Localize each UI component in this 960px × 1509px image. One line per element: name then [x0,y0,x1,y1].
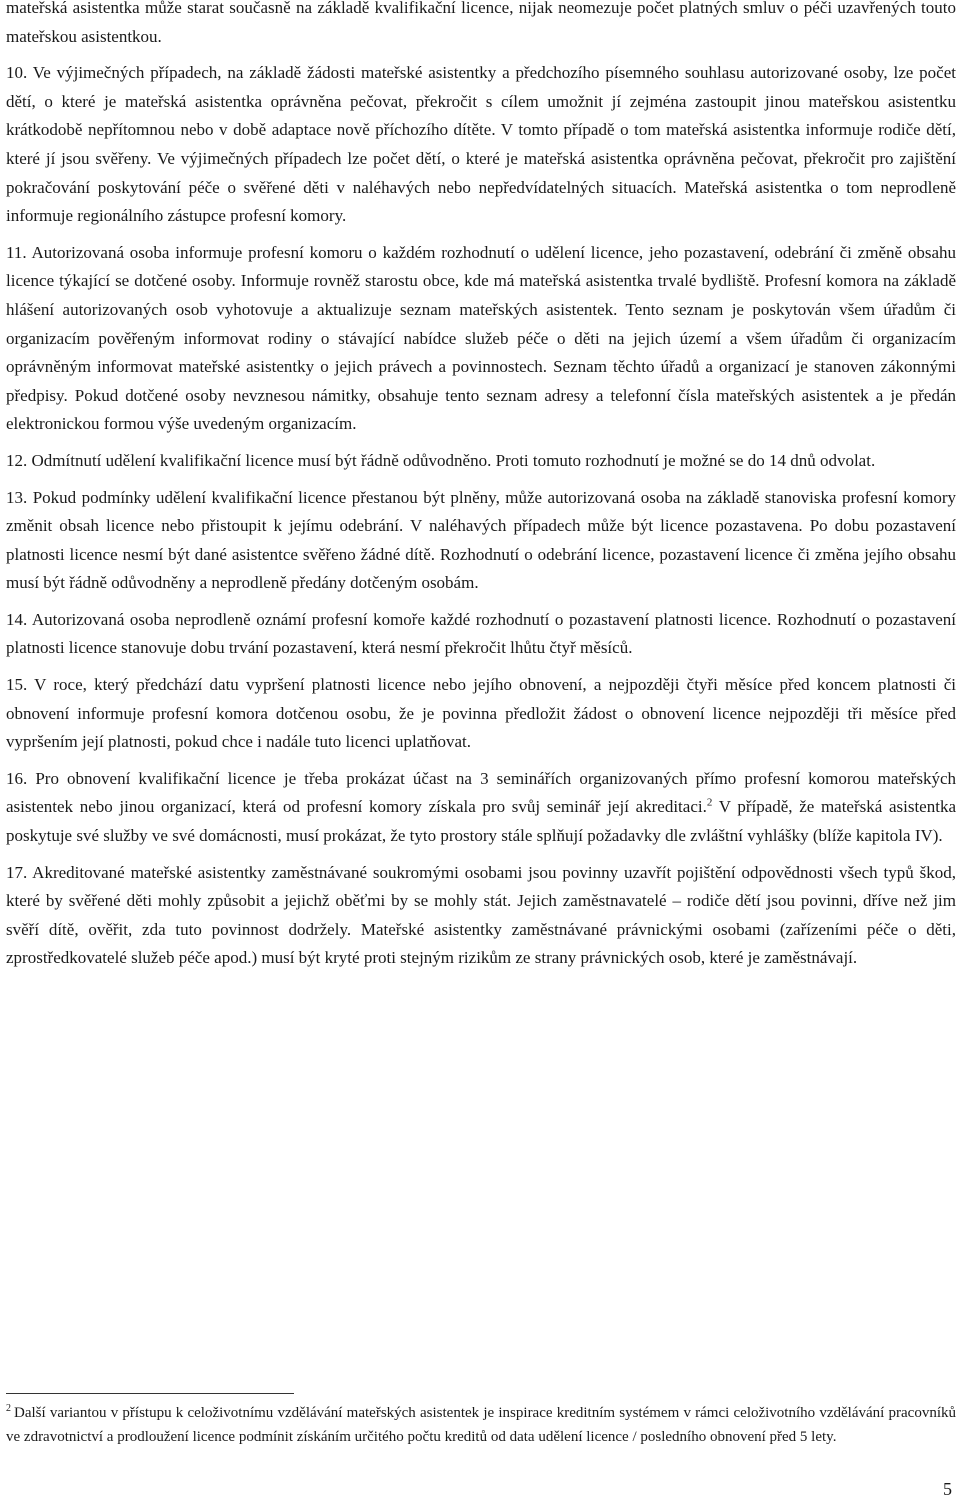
paragraph-14: 14. Autorizovaná osoba neprodleně oznámí profesní komoře každé rozhodnutí o pozastavení platnosti licence. Rozhodnutí o pozastavení platnosti licence stanovuje dobu trvání pozastavení, která nesmí překročit lhůtu čtyř měsíců. [6,609,956,658]
paragraph-continuation: mateřská asistentka může starat současně na základě kvalifikační licence, nijak neomezuje počet platných smluv o péči uzavřených touto mateřskou asistentkou. [6,0,956,46]
footnote-reference[interactable]: 2 [706,796,713,809]
document-page [6,0,956,973]
footnote-text: Další variantou v přístupu k celoživotnímu vzdělávání mateřských asistentek je inspirace kreditním systémem v rámci celoživotního vzdělávání pracovníků ve zdravotnictví a prodloužení licence podmínit získáním určitého počtu kreditů od data udělení licence / posledního obnovení před 5 lety. [6,1405,956,1445]
paragraph-16-text-before: 16. Pro obnovení kvalifikační licence je třeba prokázat účast na 3 seminářích organizovaných přímo profesní komorou mateřských asistentek nebo jinou organizací, která od profesní komory získala pro svůj seminář její akreditaci. [6,768,956,817]
footnote [6,1402,956,1449]
footnotes-section [6,1402,956,1449]
paragraph-11: 11. Autorizovaná osoba informuje profesní komoru o každém rozhodnutí o udělení licence, jeho pozastavení, odebrání či změně obsahu licence týkající se dotčené osoby. Informuje rovněž starostu obce, kde má mateřská asistentka trvalé bydliště. Profesní komora na základě hlášení autorizovaných osob vyhotovuje a aktualizuje seznam mateřských asistentek. Tento seznam je poskytován všem úřadům či organizacím pověřeným informovat rodiny o stávající nabídce služeb péče o děti na jejich území a všem úřadům či organizacím oprávněným informovat mateřské asistentky o jejich právech a povinnostech. Seznam těchto úřadů a organizací je stanoven zákonnými předpisy. Pokud dotčené osoby nevznesou námitky, obsahuje tento seznam adresy a telefonní čísla mateřských asistentek a je předán elektronickou formou výše uvedeným organizacím. [6,242,956,434]
paragraph-15: 15. V roce, který předchází datu vypršení platnosti licence nebo jejího obnovení, a nejpozději čtyři měsíce před koncem platnosti či obnovení informuje profesní komora dotčenou osobu, že je povinna předložit žádost o obnovení licence nejpozději tři měsíce před vypršením její platnosti, pokud chce i nadále tuto licenci uplatňovat. [6,675,956,752]
paragraph-13: 13. Pokud podmínky udělení kvalifikační licence přestanou být plněny, může autorizovaná osoba na základě stanoviska profesní komory změnit obsah licence nebo přistoupit k jejímu odebrání. V naléhavých případech může být licence pozastavena. Po dobu pozastavení platnosti licence nesmí být dané asistentce svěřeno žádné dítě. Rozhodnutí o odebrání licence, pozastavení licence či změna jejího obsahu musí být řádně odůvodněny a neprodleně předány dotčeným osobám. [6,487,956,593]
footnote-divider [6,1393,294,1394]
page-number: 5 [943,1479,952,1499]
footnote-number: 2 [6,1403,11,1414]
paragraph-10: 10. Ve výjimečných případech, na základě žádosti mateřské asistentky a předchozího písemného souhlasu autorizované osoby, lze počet dětí, o které je mateřská asistentka oprávněna pečovat, překročit s cílem umožnit jí zejména zastoupit jinou mateřskou asistentku krátkodobě nepřítomnou nebo v době adaptace nově příchozího dítěte. V tomto případě o tom mateřská asistentka informuje rodiče dětí, které jí jsou svěřeny. Ve výjimečných případech lze počet dětí, o které je mateřská asistentka oprávněna pečovat, překročit pro zajištění pokračování poskytování péče o svěřené děti v naléhavých nebo nepředvídatelných situacích. Mateřská asistentka o tom neprodleně informuje regionálního zástupce profesní komory. [6,63,956,226]
paragraph-16-text-after: V případě, že mateřská asistentka poskytuje své služby ve své domácnosti, musí prokázat, že tyto prostory stále splňují požadavky dle zvláštní vyhlášky (blíže kapitola IV). [6,797,956,846]
paragraph-16 [6,765,956,851]
paragraph-12: 12. Odmítnutí udělení kvalifikační licence musí být řádně odůvodněno. Proti tomuto rozhodnutí je možné se do 14 dnů odvolat. [6,450,876,470]
paragraph-17: 17. Akreditované mateřské asistentky zaměstnávané soukromými osobami jsou povinny uzavřít pojištění odpovědnosti všech typů škod, které by svěřené děti mohly způsobit a jejichž oběťmi by se mohly stát. Jejich zaměstnavatelé – rodiče dětí jsou povinni, dříve než jim svěří dítě, ověřit, zda tuto povinnost dodržely. Mateřské asistentky zaměstnávané právnickými osobami (zařízeními péče o děti, zprostředkovatelé služeb péče apod.) musí být kryté proti stejným rizikům ze strany právnických osob, které je zaměstnávají. [6,862,956,968]
